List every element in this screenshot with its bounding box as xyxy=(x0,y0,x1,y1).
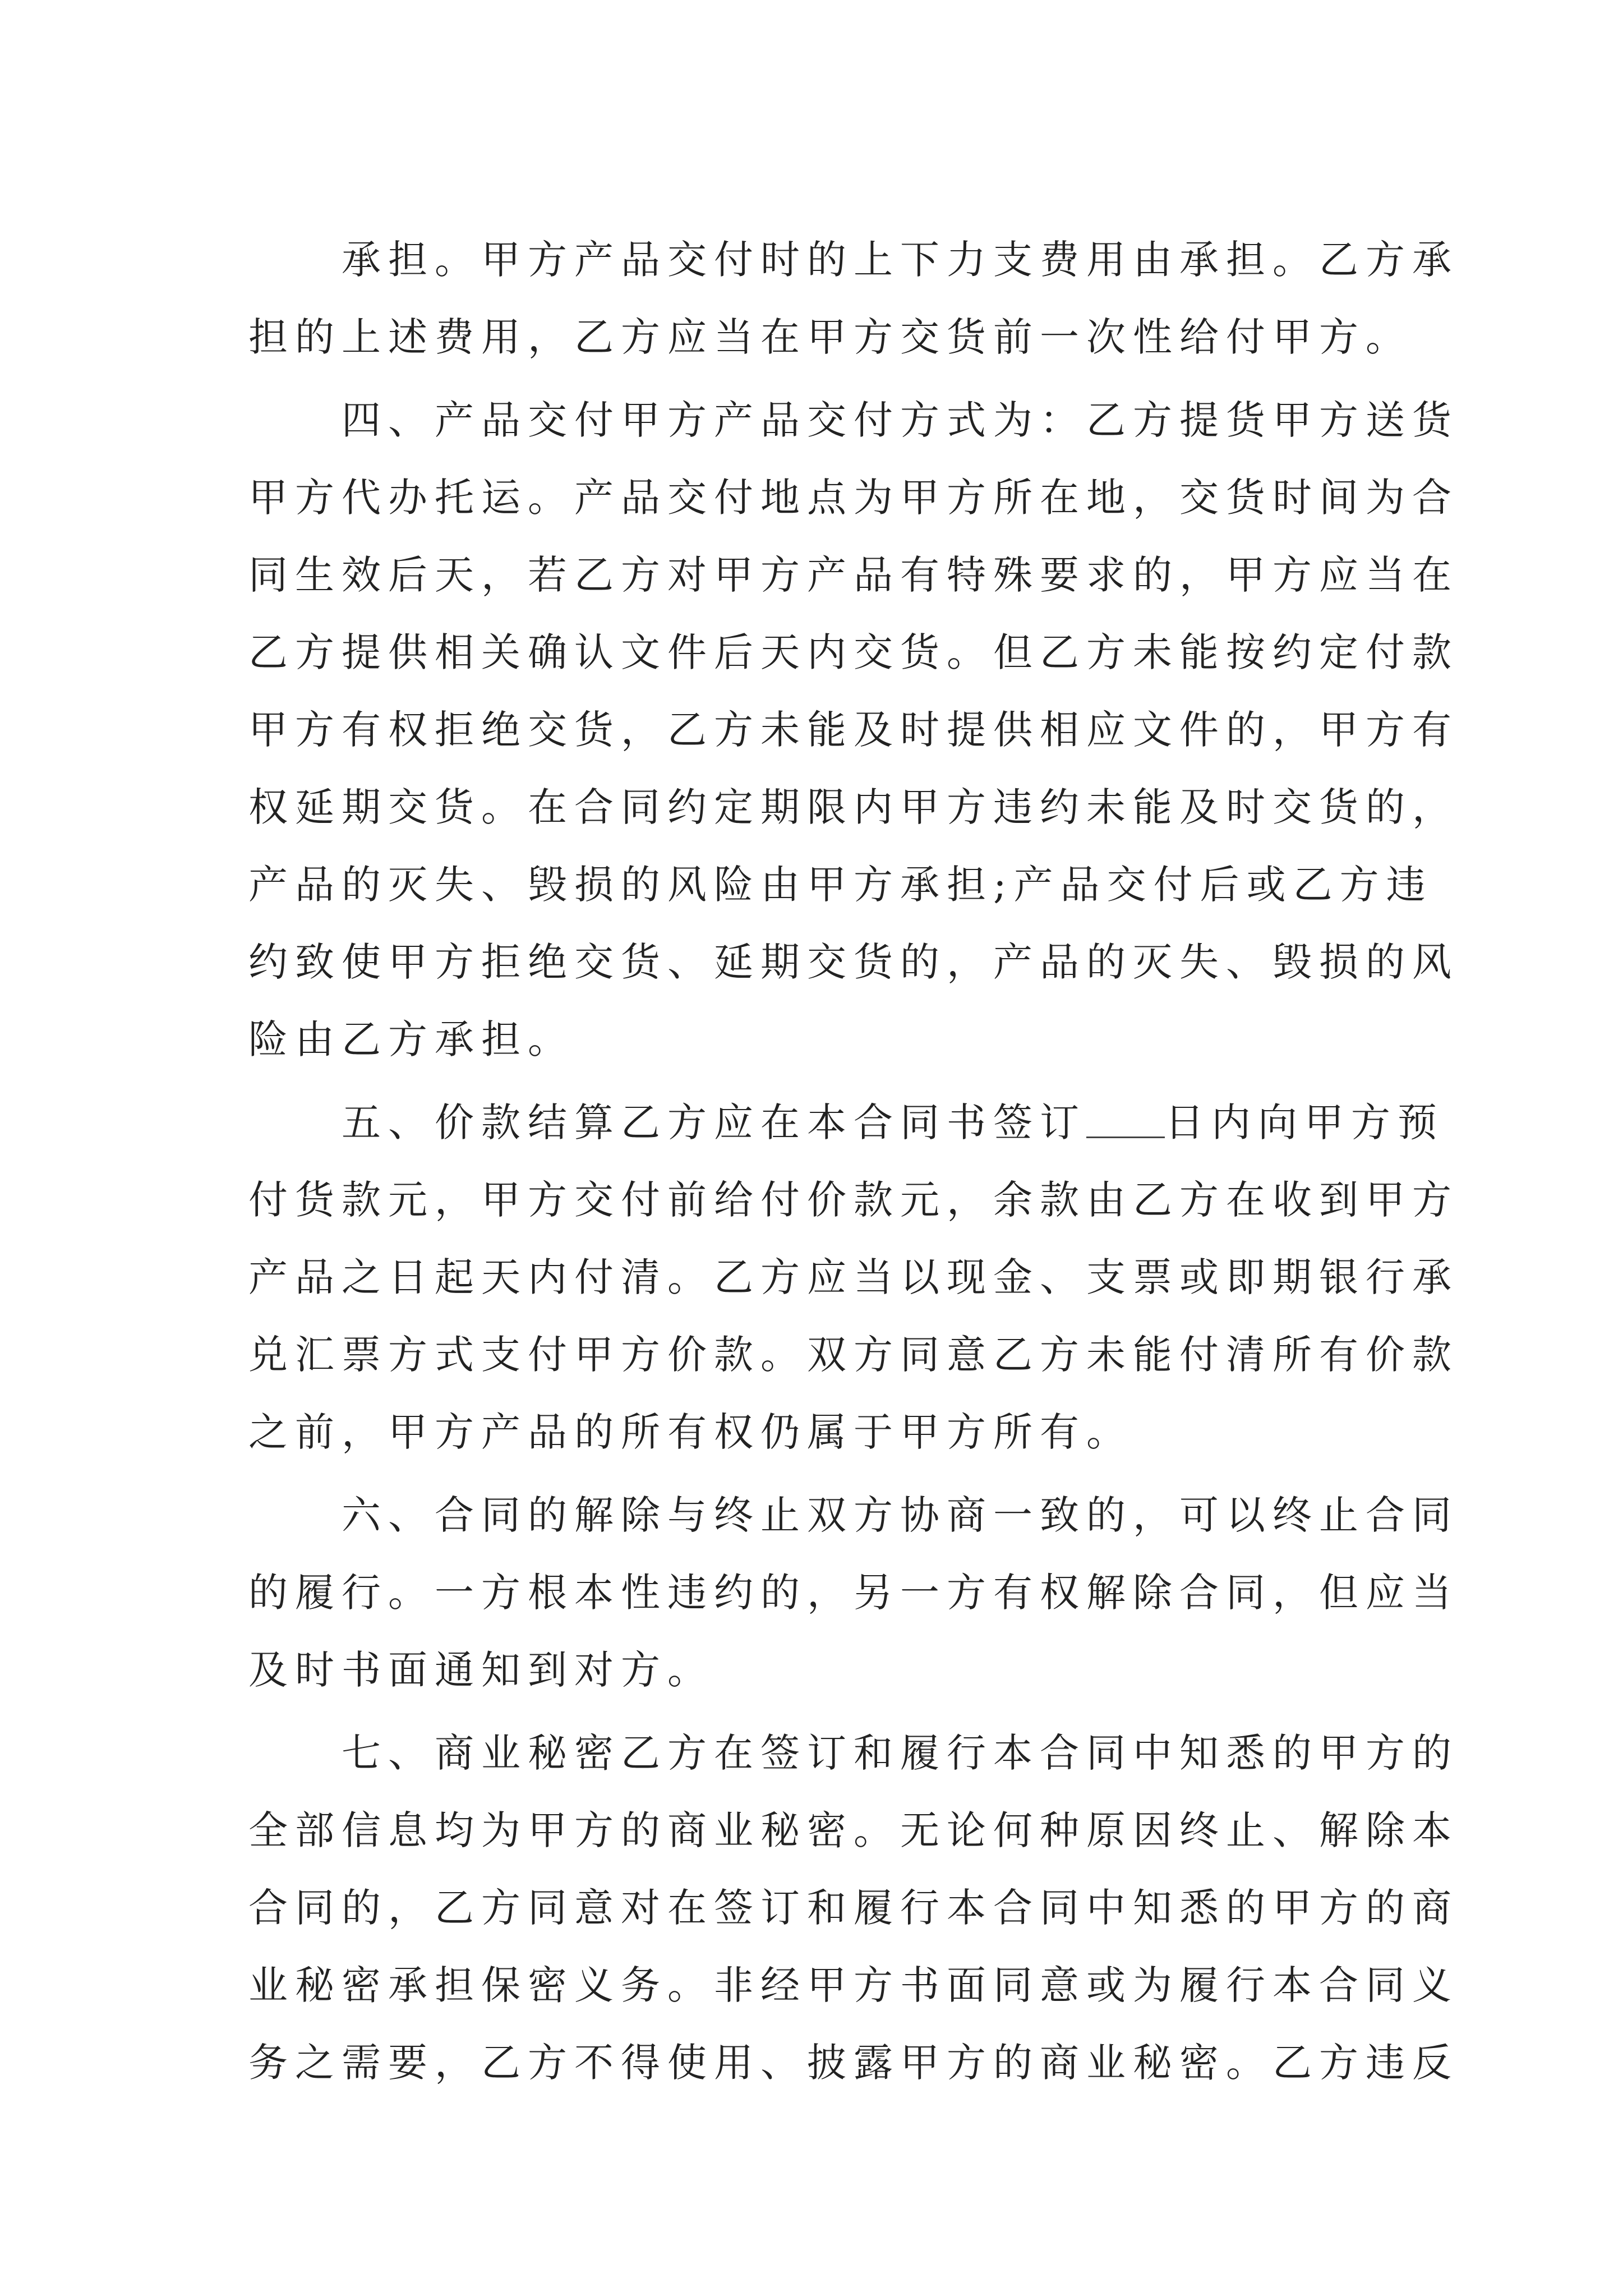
text-line: 七、商业秘密乙方在签订和履行本合同中知悉的甲方的 xyxy=(342,1730,1459,1776)
text-line: 甲方有权拒绝交货，乙方未能及时提供相应文件的，甲方有 xyxy=(248,707,1459,753)
paragraph-payment-settlement xyxy=(248,1084,1459,1471)
text-line: 合同的，乙方同意对在签订和履行本合同中知悉的甲方的商 xyxy=(248,1885,1459,1931)
text-line: 的履行。一方根本性违约的，另一方有权解除合同，但应当 xyxy=(248,1570,1459,1616)
text-line: 产品的灭失、毁损的风险由甲方承担;产品交付后或乙方违 xyxy=(248,862,1433,908)
text-line: 六、合同的解除与终止双方协商一致的，可以终止合同 xyxy=(342,1492,1459,1538)
text-line: 担的上述费用，乙方应当在甲方交货前一次性给付甲方。 xyxy=(248,314,1412,360)
text-line: 承担。甲方产品交付时的上下力支费用由承担。乙方承 xyxy=(342,237,1459,283)
text-line: 务之需要，乙方不得使用、披露甲方的商业秘密。乙方违反 xyxy=(248,2040,1459,2086)
text-line: 业秘密承担保密义务。非经甲方书面同意或为履行本合同义 xyxy=(248,1962,1459,2008)
text-segment: 日内向甲方预 xyxy=(1165,1099,1444,1145)
text-line: 权延期交货。在合同约定期限内甲方违约未能及时交货的， xyxy=(248,784,1459,830)
text-line: 付货款元，甲方交付前给付价款元，余款由乙方在收到甲方 xyxy=(248,1177,1459,1223)
text-line: 及时书面通知到对方。 xyxy=(248,1647,714,1693)
text-line: 全部信息均为甲方的商业秘密。无论何种原因终止、解除本 xyxy=(248,1807,1459,1853)
text-line: 同生效后天，若乙方对甲方产品有特殊要求的，甲方应当在 xyxy=(248,552,1459,598)
text-line: 险由乙方承担。 xyxy=(248,1016,574,1062)
text-line: 之前，甲方产品的所有权仍属于甲方所有。 xyxy=(248,1409,1133,1455)
text-line: 四、产品交付甲方产品交付方式为：乙方提货甲方送货 xyxy=(342,397,1459,443)
text-line: 产品之日起天内付清。乙方应当以现金、支票或即期银行承 xyxy=(248,1254,1459,1300)
paragraph-trade-secrets xyxy=(248,1714,1459,2101)
text-line: 兑汇票方式支付甲方价款。双方同意乙方未能付清所有价款 xyxy=(248,1332,1459,1378)
text-segment: 五、价款结算乙方应在本合同书签订 xyxy=(342,1099,1086,1145)
text-line: 乙方提供相关确认文件后天内交货。但乙方未能按约定付款 xyxy=(248,629,1459,675)
text-line: 约致使甲方拒绝交货、延期交货的，产品的灭失、毁损的风 xyxy=(248,939,1459,985)
document-body xyxy=(248,221,1459,2107)
text-line-with-blank xyxy=(248,1084,1444,1161)
paragraph-product-delivery xyxy=(248,381,1459,1078)
paragraph-termination xyxy=(248,1476,1459,1709)
text-line: 甲方代办托运。产品交付地点为甲方所在地，交货时间为合 xyxy=(248,475,1459,521)
paragraph-delivery-costs xyxy=(248,221,1459,376)
fill-in-blank xyxy=(1086,1105,1165,1138)
